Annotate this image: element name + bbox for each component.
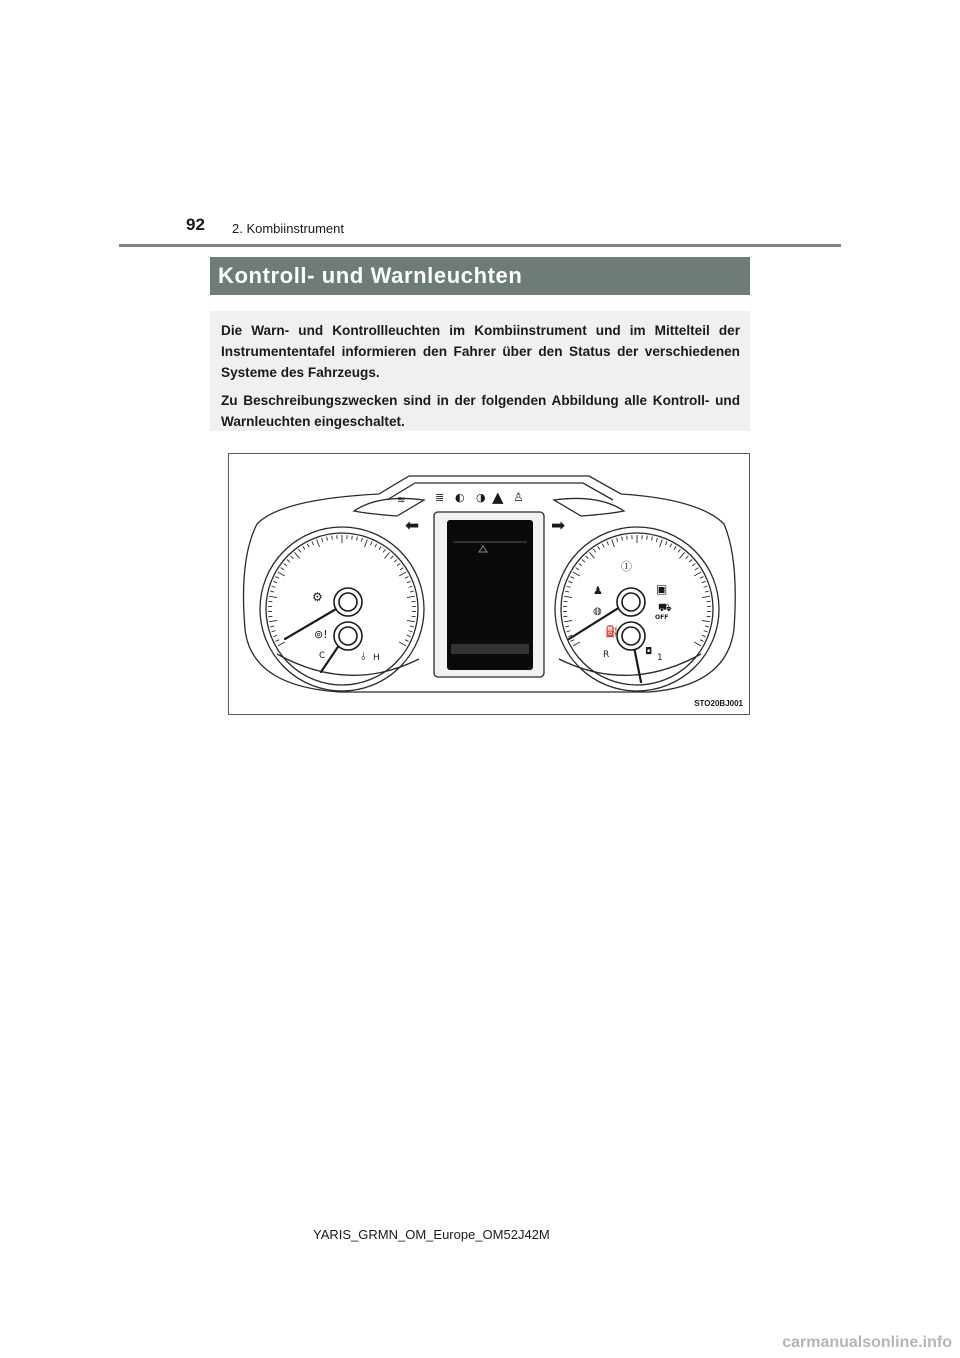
instrument-cluster-illustration <box>229 454 749 714</box>
cruise-icon: ▣ <box>656 582 668 596</box>
coolant-temp-icon: ⫰ <box>361 650 366 663</box>
chapter-heading: 2. Kombiinstrument <box>232 221 344 236</box>
engine-check-icon: ⚙ <box>312 590 323 604</box>
intro-paragraph-1: Die Warn- und Kontrollleuchten im Kombiinstrument und im Mittelteil der Instrumententafel informieren den Fahrer über den Status der verschiedenen Systeme des Fahrzeugs. <box>221 323 740 380</box>
fuel-icon: ⛽ <box>605 625 619 638</box>
intro-box <box>210 311 750 431</box>
airbag-icon: ♙ <box>513 490 524 504</box>
gauge-label-reserve: R <box>603 650 610 660</box>
fog-light-icon: ≋ <box>397 495 406 506</box>
watermark: carmanualsonline.info <box>782 1334 952 1351</box>
rear-fog-icon: ◑ <box>476 491 486 504</box>
header-rule <box>119 244 841 247</box>
intro-paragraph-2: Zu Beschreibungszwecken sind in der folgenden Abbildung alle Kontroll- und Warnleuchten eingeschaltet. <box>221 393 740 429</box>
front-fog-icon: ◐ <box>455 491 465 504</box>
section-title-bar <box>210 257 750 295</box>
abs-icon: ◍ <box>593 606 602 617</box>
footer-doc-id: YARIS_GRMN_OM_Europe_OM52J42M <box>313 1227 550 1242</box>
instrument-cluster-figure <box>228 453 750 715</box>
section-title: Kontroll- und Warnleuchten <box>218 263 523 288</box>
master-warning-icon: ▲ <box>492 488 504 506</box>
oil-pressure-icon: ⊚! <box>314 628 328 641</box>
slip-indicator-icon: ⛟ <box>658 601 672 614</box>
seatbelt-icon: ♟ <box>593 584 603 597</box>
figure-code: STO20BJ001 <box>694 699 743 708</box>
right-turn-arrow-icon: ➡ <box>551 516 566 536</box>
gauge-label-one: 1 <box>657 653 663 663</box>
page-number: 92 <box>186 215 205 234</box>
svg-text:◘: ◘ <box>645 647 653 657</box>
headlight-icon: ≣ <box>435 491 445 504</box>
slip-off-icon: OFF <box>655 614 669 621</box>
left-turn-arrow-icon: ⬅ <box>405 516 420 536</box>
gauge-label-hot: H <box>373 653 380 663</box>
brake-icon: Ⓘ <box>621 560 632 573</box>
gauge-label-cold: C <box>319 651 326 661</box>
